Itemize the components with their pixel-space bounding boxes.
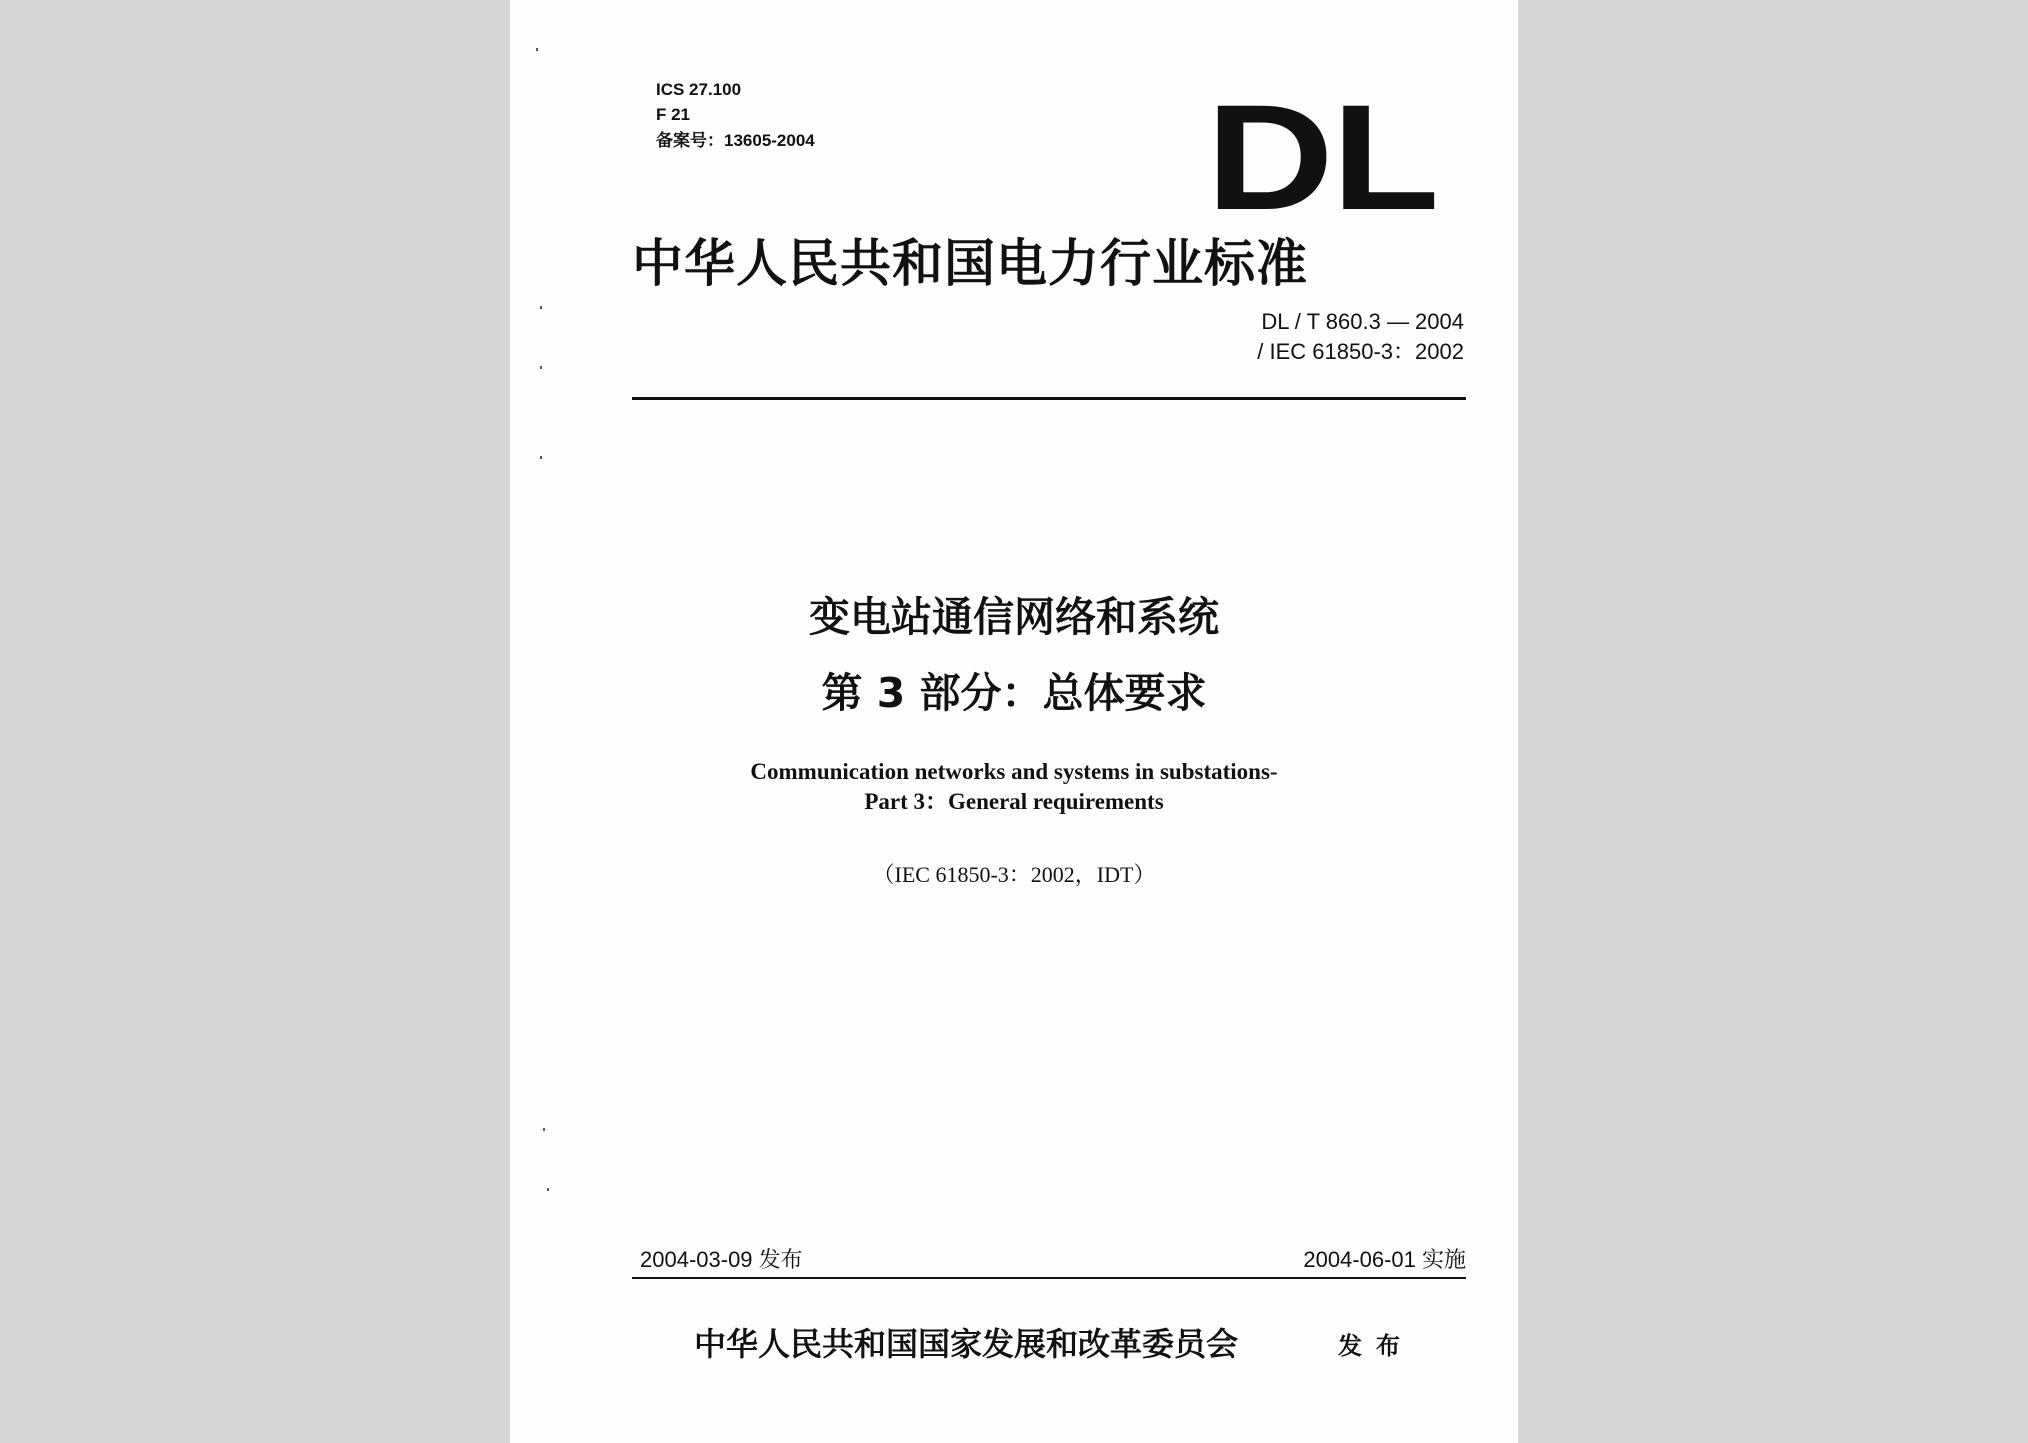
document-page [510,0,1518,1443]
publisher-name: 中华人民共和国国家发展和改革委员会 [694,1325,1239,1363]
scan-speck [540,366,542,369]
scan-speck [547,1188,549,1191]
equivalence-note: （IEC 61850-3：2002，IDT） [872,862,1156,887]
publisher-suffix: 发布 [1338,1331,1414,1360]
ics-code: ICS 27.100 [656,80,742,99]
scan-speck [543,1128,545,1131]
scan-speck [540,456,542,459]
iec-code: / IEC 61850-3：2002 [1257,339,1464,364]
category-code: F 21 [656,105,691,124]
filing-number: 备案号：13605-2004 [656,131,815,150]
publish-date: 2004-03-09 发布 [640,1247,803,1272]
dl-logo: DL [1206,73,1438,241]
footer-rule [632,1277,1466,1279]
chinese-title-line1: 变电站通信网络和系统 [809,593,1219,641]
standard-type-title: 中华人民共和国电力行业标准 [632,234,1309,294]
standard-code: DL / T 860.3 — 2004 [1261,309,1464,334]
scan-speck [540,306,542,309]
effective-date: 2004-06-01 实施 [1303,1247,1466,1272]
chinese-title-line2: 第 3 部分：总体要求 [821,669,1207,717]
english-title-line2: Part 3：General requirements [864,789,1164,814]
scan-speck [536,48,538,51]
header-rule [632,397,1466,400]
english-title-line1: Communication networks and systems in substations- [750,759,1278,784]
